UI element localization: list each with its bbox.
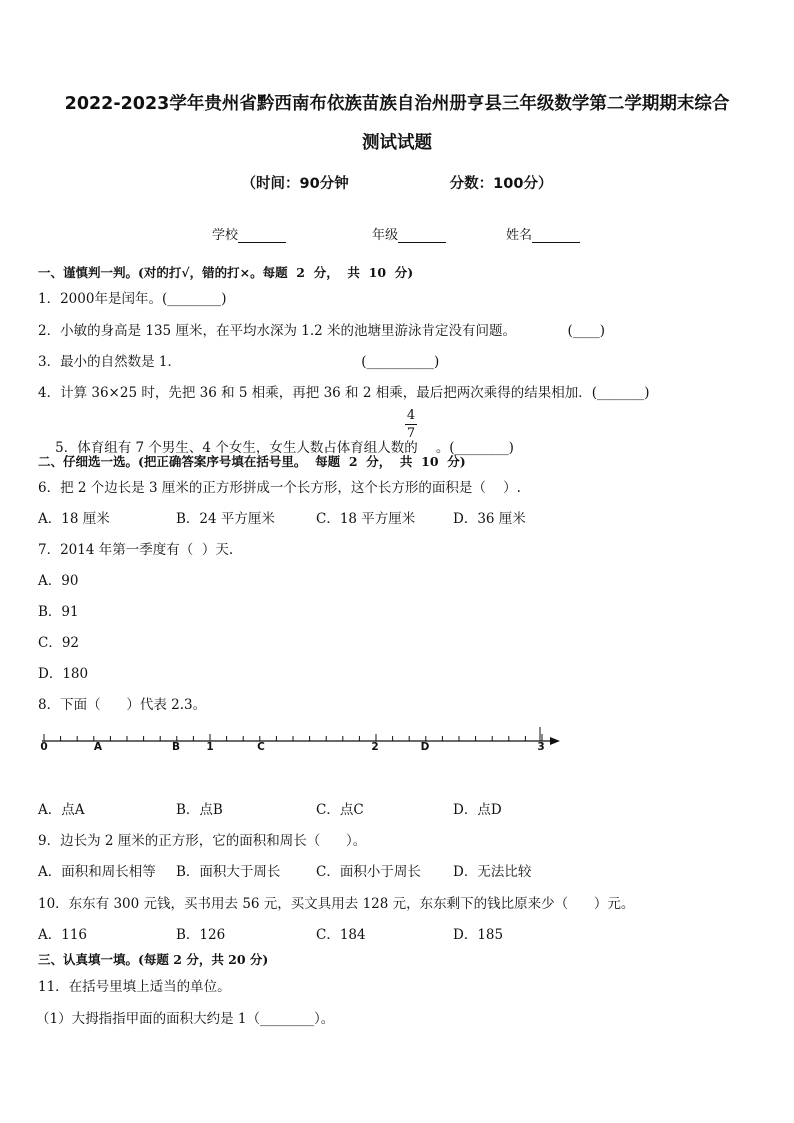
exam-title-line2: 测试试题: [362, 133, 432, 153]
section3-heading: 三、认真填一填。(每题 2 分，共 20 分): [38, 952, 269, 967]
question-10: 10．东东有 300 元钱，买书用去 56 元，买文具用去 128 元，东东剩下的钱比原来少（ ）元。: [38, 896, 635, 912]
question-11-part-1: （1）大拇指指甲面的面积大约是 1（________）。: [36, 1011, 335, 1027]
q6-option-d[interactable]: D．36 厘米: [453, 511, 526, 527]
number-line-arrow: [550, 737, 560, 745]
q9-option-c[interactable]: C．面积小于周长: [316, 864, 421, 880]
question-1: 1．2000年是闰年。(________): [38, 291, 227, 307]
question-8: 8．下面（ ）代表 2.3。: [38, 697, 207, 713]
question-4: 4．计算 36×25 时，先把 36 和 5 相乘，再把 36 和 2 相乘，最后把两次乘得的结果相加．(_______): [38, 385, 650, 401]
number-line-svg: [34, 725, 574, 755]
question-2: 2．小敏的身高是 135 厘米，在平均水深为 1.2 米的池塘里游泳肯定没有问题。 (____): [38, 323, 606, 339]
grade-label: 年级: [372, 228, 399, 243]
q8-option-c[interactable]: C．点C: [316, 802, 364, 818]
number-line-ticks: [44, 734, 542, 741]
name-label: 姓名: [506, 228, 533, 243]
exam-title-line1: 2022-2023学年贵州省黔西南布依族苗族自治州册亨县三年级数学第二学期期末综合: [64, 94, 730, 114]
q7-option-a[interactable]: A．90: [38, 573, 79, 589]
q10-option-a[interactable]: A．116: [38, 927, 88, 943]
nl-label-2: 2: [371, 741, 379, 753]
q8-option-d[interactable]: D．点D: [453, 802, 502, 818]
name-field[interactable]: [506, 224, 580, 243]
q9-option-a[interactable]: A．面积和周长相等: [38, 864, 156, 880]
nl-label-0: 0: [40, 741, 48, 753]
q8-option-a[interactable]: A．点A: [38, 802, 85, 818]
question-7: 7．2014 年第一季度有（ ）天.: [38, 542, 234, 558]
school-label: 学校: [212, 228, 239, 243]
q9-option-b[interactable]: B．面积大于周长: [176, 864, 281, 880]
q10-option-c[interactable]: C．184: [316, 927, 366, 943]
school-blank[interactable]: [238, 229, 286, 243]
fraction-denominator: 7: [406, 426, 416, 441]
q8-option-b[interactable]: B．点B: [176, 802, 223, 818]
q10-option-d[interactable]: D．185: [453, 927, 504, 943]
nl-label-D: D: [420, 741, 430, 753]
name-blank[interactable]: [532, 229, 580, 243]
grade-field[interactable]: [372, 224, 446, 243]
q7-option-b[interactable]: B．91: [38, 604, 79, 620]
grade-blank[interactable]: [398, 229, 446, 243]
school-field[interactable]: [212, 224, 286, 243]
fraction-4-7: [404, 408, 418, 441]
nl-label-3: 3: [537, 741, 545, 753]
q7-option-c[interactable]: C．92: [38, 635, 80, 651]
student-info-fields: [0, 224, 794, 244]
q9-option-d[interactable]: D．无法比较: [453, 864, 532, 880]
section2-heading: 二、仔细选一选。(把正确答案序号填在括号里。 每题 2 分， 共 10 分): [38, 454, 466, 469]
q7-option-d[interactable]: D．180: [38, 666, 89, 682]
fraction-numerator: 4: [406, 408, 416, 423]
number-line: [34, 725, 574, 755]
q10-option-b[interactable]: B．126: [176, 927, 226, 943]
time-score-info: （时间：90分钟 分数：100分）: [241, 176, 553, 192]
q6-option-b[interactable]: B．24 平方厘米: [176, 511, 275, 527]
question-9: 9．边长为 2 厘米的正方形，它的面积和周长（ ）。: [38, 833, 367, 849]
q6-option-a[interactable]: A．18 厘米: [38, 511, 110, 527]
nl-label-A: A: [93, 741, 103, 753]
fraction-bar: [405, 424, 417, 425]
nl-label-C: C: [257, 741, 265, 753]
nl-label-B: B: [171, 741, 181, 753]
question-5-answer: 。(________): [435, 440, 514, 456]
question-5-text: 5．体育组有 7 个男生、4 个女生，女生人数占体育组人数的: [55, 440, 418, 456]
q6-option-c[interactable]: C．18 平方厘米: [316, 511, 416, 527]
question-6: 6．把 2 个边长是 3 厘米的正方形拼成一个长方形，这个长方形的面积是（ ）.: [38, 480, 521, 496]
section1-heading: 一、谨慎判一判。(对的打√，错的打×。每题 2 分， 共 10 分): [38, 265, 414, 280]
question-11: 11．在括号里填上适当的单位。: [38, 979, 231, 995]
question-3: 3．最小的自然数是 1． (__________): [38, 354, 440, 370]
nl-label-1: 1: [206, 741, 214, 753]
